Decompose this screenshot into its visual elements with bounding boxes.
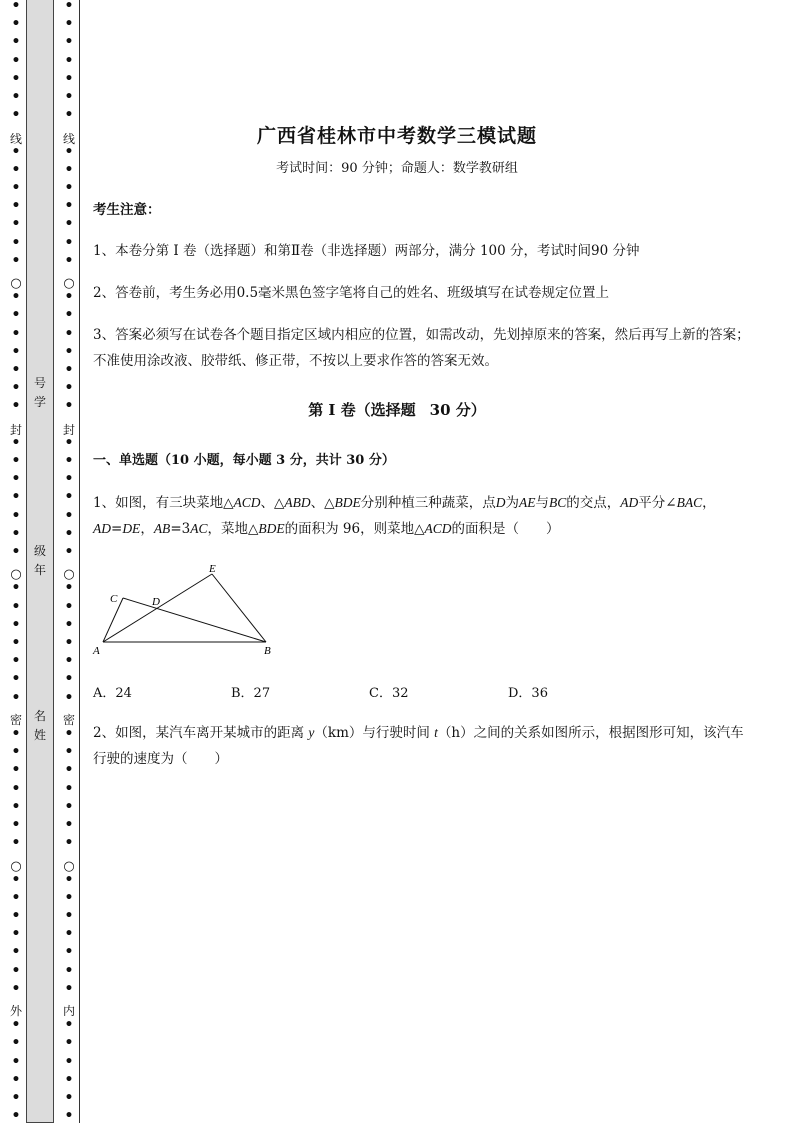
outer-seal-dot: • <box>11 453 21 469</box>
inner-seal-dot: • <box>64 1108 74 1124</box>
inner-seal-dot: • <box>64 16 74 33</box>
outer-seal-dot: • <box>11 434 21 451</box>
inner-seal-dot: • <box>64 1035 74 1052</box>
inner-seal-dot: • <box>64 70 74 87</box>
inner-seal-dot: • <box>64 744 74 761</box>
inner-seal-dot: • <box>64 726 74 742</box>
outer-seal-dot: • <box>11 507 21 524</box>
inner-seal-dot: • <box>64 143 74 160</box>
label-d: D <box>152 596 160 608</box>
outer-seal-dot: • <box>11 871 21 888</box>
outer-seal-dot: • <box>11 635 21 651</box>
inner-seal-label-4: 密 <box>62 713 75 727</box>
label-e: E <box>209 563 216 575</box>
inner-seal-dot: • <box>64 161 74 178</box>
outer-seal-dot: • <box>11 835 21 852</box>
section-title-part1: 第 I 卷（选择题 <box>308 401 416 419</box>
outer-seal-label-6: 外 <box>9 1004 22 1018</box>
exam-subtitle: 考试时间：90 分钟；命题人：数学教研组 <box>276 161 518 176</box>
outer-seal-dot: • <box>11 16 21 33</box>
question-1-text: 1、如图，有三块菜地△ACD、△ABD、△BDE分别种植三种蔬菜，点D为AE与BC的交点，AD平分∠BAC，AD=DE，AB=3AC，菜地△BDE的面积为 96，则菜地△ACD的面积是（ ） <box>93 495 716 537</box>
outer-seal-dot: • <box>11 89 21 105</box>
outer-seal-dot: • <box>11 1053 21 1070</box>
inner-seal-dot: • <box>64 343 74 360</box>
field-label-name: 名 姓 <box>33 709 46 742</box>
outer-seal-dot: • <box>11 325 21 342</box>
outer-seal-label-3: ○ <box>10 567 22 582</box>
inner-seal-dot: • <box>64 671 74 688</box>
section-title-part2: 30 分） <box>429 401 486 419</box>
outer-seal-label-5: ○ <box>10 859 22 874</box>
outer-seal-dot: • <box>11 689 21 706</box>
inner-seal-label-6: 内 <box>62 1004 75 1018</box>
inner-seal-label-1: ○ <box>63 276 75 291</box>
inner-seal-dot: • <box>64 34 74 51</box>
inner-seal-dot: • <box>64 180 74 196</box>
inner-seal-dot: • <box>64 52 74 69</box>
field-label-student-id: 号 学 <box>33 376 46 409</box>
outer-seal-dot: • <box>11 252 21 269</box>
inner-seal-label-5: ○ <box>63 859 75 874</box>
outer-seal-label-2: 封 <box>9 423 22 437</box>
label-c: C <box>110 593 118 605</box>
question-1-figure <box>88 558 288 662</box>
inner-seal-dot: • <box>64 635 74 651</box>
outer-seal-dot: • <box>11 926 21 943</box>
inner-seal-dot: • <box>64 252 74 269</box>
inner-seal-dot: • <box>64 817 74 833</box>
section-title <box>0 399 794 420</box>
option-d[interactable]: D．36 <box>508 686 548 701</box>
outer-seal-dot: • <box>11 307 21 324</box>
outer-seal-dot: • <box>11 798 21 815</box>
outer-seal-dot: • <box>11 398 21 415</box>
inner-seal-dot: • <box>64 616 74 633</box>
outer-seal-dot: • <box>11 1035 21 1052</box>
option-c[interactable]: C．32 <box>369 686 409 701</box>
outer-seal-dot: • <box>11 161 21 178</box>
outer-seal-label-4: 密 <box>9 713 22 727</box>
outer-seal-dot: • <box>11 234 21 251</box>
inner-seal-dot: • <box>64 580 74 597</box>
inner-seal-dot: • <box>64 507 74 524</box>
inner-seal-dot: • <box>64 216 74 233</box>
option-b[interactable]: B．27 <box>231 686 271 701</box>
inner-seal-dot: • <box>64 944 74 961</box>
outer-seal-dot: • <box>11 143 21 160</box>
outer-seal-dot: • <box>11 944 21 961</box>
inner-seal-dot: • <box>64 89 74 105</box>
inner-seal-label-0: 线 <box>62 132 75 146</box>
outer-seal-dot: • <box>11 107 21 124</box>
segment-cb <box>123 598 266 642</box>
inner-seal-dot: • <box>64 889 74 906</box>
outer-seal-dot: • <box>11 744 21 761</box>
inner-seal-dot: • <box>64 598 74 615</box>
outer-seal-dot: • <box>11 598 21 615</box>
outer-seal-dot: • <box>11 653 21 670</box>
outer-seal-dot: • <box>11 544 21 560</box>
inner-seal-dot: • <box>64 689 74 706</box>
inner-seal-dot: • <box>64 234 74 251</box>
notice-item-1: 1、本卷分第 I 卷（选择题）和第Ⅱ卷（非选择题）两部分，满分 100 分，考试时间90 分钟 <box>93 243 640 259</box>
inner-seal-dot: • <box>64 962 74 979</box>
inner-seal-dot: • <box>64 453 74 469</box>
segment-ae <box>103 574 212 642</box>
inner-seal-dot: • <box>64 525 74 542</box>
inner-seal-dot: • <box>64 762 74 779</box>
group-title: 一、单选题（10 小题，每小题 3 分，共计 30 分） <box>93 453 395 468</box>
outer-seal-dot: • <box>11 34 21 51</box>
inner-seal-dot: • <box>64 289 74 306</box>
outer-seal-dot: • <box>11 1071 21 1088</box>
inner-seal-dot: • <box>64 1071 74 1088</box>
outer-seal-dot: • <box>11 343 21 360</box>
outer-seal-dot: • <box>11 289 21 306</box>
inner-seal-label-2: 封 <box>62 423 75 437</box>
inner-seal-dot: • <box>64 544 74 560</box>
inner-seal-dot: • <box>64 653 74 670</box>
outer-seal-dot: • <box>11 726 21 742</box>
inner-seal-label-3: ○ <box>63 567 75 582</box>
outer-seal-dot: • <box>11 1090 21 1106</box>
outer-seal-dot: • <box>11 198 21 215</box>
outer-seal-dot: • <box>11 980 21 997</box>
outer-seal-dot: • <box>11 380 21 397</box>
inner-seal-dot: • <box>64 980 74 997</box>
inner-seal-dot: • <box>64 871 74 888</box>
exam-title: 广西省桂林市中考数学三模试题 <box>256 125 537 147</box>
label-a: A <box>93 645 100 657</box>
question-2-text: 2、如图，某汽车离开某城市的距离 y（km）与行驶时间 t（h）之间的关系如图所示，根据图形可知，该汽车行驶的速度为（ ） <box>93 725 744 767</box>
outer-seal-dot: • <box>11 180 21 196</box>
outer-seal-dot: • <box>11 780 21 797</box>
option-a[interactable]: A．24 <box>93 686 132 701</box>
outer-seal-dot: • <box>11 1108 21 1124</box>
inner-seal-dot: • <box>64 107 74 124</box>
inner-seal-dot: • <box>64 1017 74 1034</box>
inner-seal-dot: • <box>64 398 74 415</box>
inner-seal-dot: • <box>64 471 74 488</box>
inner-seal-dot: • <box>64 307 74 324</box>
triangle-figure <box>88 558 288 662</box>
inner-seal-dot: • <box>64 908 74 924</box>
outer-seal-dot: • <box>11 362 21 378</box>
inner-seal-dot: • <box>64 0 74 14</box>
outer-seal-dot: • <box>11 1017 21 1034</box>
outer-seal-dot: • <box>11 489 21 506</box>
outer-seal-dot: • <box>11 817 21 833</box>
outer-seal-dot: • <box>11 580 21 597</box>
outer-seal-dot: • <box>11 52 21 69</box>
outer-seal-dot: • <box>11 908 21 924</box>
notice-heading: 考生注意： <box>93 202 161 218</box>
inner-seal-dot: • <box>64 926 74 943</box>
outer-seal-dot: • <box>11 525 21 542</box>
outer-seal-dot: • <box>11 671 21 688</box>
notice-item-2: 2、答卷前，考生务必用0.5毫米黑色签字笔将自己的姓名、班级填写在试卷规定位置上 <box>93 285 610 301</box>
inner-seal-dot: • <box>64 380 74 397</box>
notice-item-3: 3、答案必须写在试卷各个题目指定区域内相应的位置，如需改动，先划掉原来的答案，然后再写上新的答案；不准使用涂改液、胶带纸、修正带，不按以上要求作答的答案无效。 <box>93 327 750 369</box>
inner-seal-dot: • <box>64 325 74 342</box>
outer-seal-label-0: 线 <box>9 132 22 146</box>
inner-seal-dot: • <box>64 434 74 451</box>
inner-seal-dot: • <box>64 198 74 215</box>
label-b: B <box>264 645 271 657</box>
outer-seal-dot: • <box>11 762 21 779</box>
outer-seal-dot: • <box>11 962 21 979</box>
inner-seal-dot: • <box>64 798 74 815</box>
field-label-grade: 级 年 <box>33 544 46 577</box>
outer-seal-dot: • <box>11 616 21 633</box>
segment-eb <box>212 574 266 642</box>
outer-seal-dot: • <box>11 889 21 906</box>
outer-seal-dot: • <box>11 471 21 488</box>
outer-seal-dot: • <box>11 0 21 14</box>
inner-seal-dot: • <box>64 780 74 797</box>
inner-seal-dot: • <box>64 1090 74 1106</box>
inner-seal-dot: • <box>64 835 74 852</box>
inner-seal-dot: • <box>64 362 74 378</box>
outer-seal-dot: • <box>11 70 21 87</box>
inner-seal-dot: • <box>64 489 74 506</box>
outer-seal-label-1: ○ <box>10 276 22 291</box>
inner-seal-dot: • <box>64 1053 74 1070</box>
outer-seal-dot: • <box>11 216 21 233</box>
